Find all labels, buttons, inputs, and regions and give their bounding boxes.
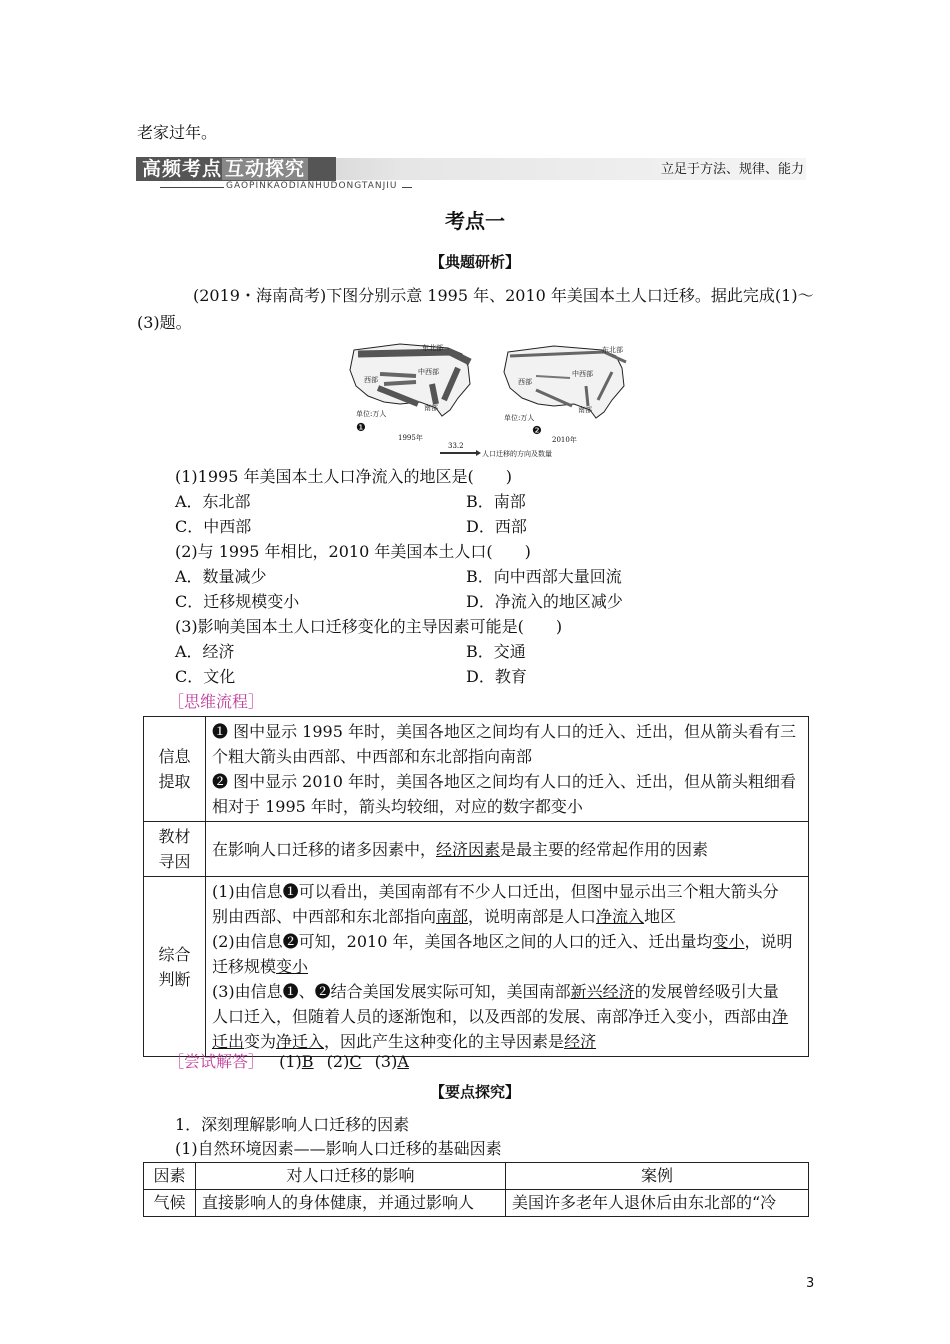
factor-header-effect: 对人口迁移的影响 [196,1163,506,1190]
arrow-1995-b [384,382,416,384]
map-unit-2: 单位:万人 [504,414,535,422]
map-label-west-2: 西部 [518,378,532,386]
question-intro-line2: (3)题。 [137,313,192,332]
flow-label: ［思维流程］ [168,692,265,711]
answer-label: ［尝试解答］ [168,1052,265,1071]
flow-row3-line5: (3)由信息❶、❷结合美国发展实际可知，美国南部新兴经济的发展曾经吸引大量 [212,982,779,1001]
banner-right-text: 立足于方法、规律、能力 [660,162,804,177]
map-badge-2: ❷ [532,424,542,437]
factor-header-factor: 因素 [144,1163,196,1190]
q2-option-a: A．数量减少 [175,567,267,586]
factor-cell-climate: 气候 [144,1190,196,1217]
factor-cell-case: 美国许多老年人退休后由东北部的“冷 [506,1190,809,1217]
flow-row3-line1: (1)由信息❶可以看出，美国南部有不少人口迁出，但图中显示出三个粗大箭头分 [212,882,779,901]
thinking-flow-table [143,716,809,1057]
flow-row2-keyword: 经济因素 [436,839,501,859]
map-unit-1: 单位:万人 [356,410,387,418]
flow-row1-line4: 相对于 1995 年时，箭头均较细，对应的数字都变小 [212,797,583,816]
q1-option-a: A．东北部 [175,492,251,511]
section-title: 考点一 [445,209,505,233]
arrow-2010-c [586,386,588,406]
q3-option-c: C．文化 [175,667,236,686]
factor-header-case: 案例 [506,1163,809,1190]
answer-3: A [397,1052,409,1071]
q2-stem: (2)与 1995 年相比，2010 年美国本土人口( ) [175,542,531,561]
flow-row1-line2: 个粗大箭头由西部、中西部和东北部指向南部 [212,747,533,766]
q3-option-b: B．交通 [466,642,526,661]
flow-row1-line1: ❶ 图中显示 1995 年时，美国各地区之间均有人口的迁入、迁出，但从箭头看有三 [212,722,796,741]
map-label-west-1: 西部 [364,376,378,384]
point-1: 1．深刻理解影响人口迁移的因素 [175,1115,410,1134]
flow-row3-line4: 迁移规模变小 [212,957,309,976]
answer-2: C [349,1052,362,1071]
factor-table [143,1162,809,1217]
map-label-midwest-1: 中西部 [418,368,439,376]
point-1-1: (1)自然环境因素——影响人口迁移的基础因素 [175,1139,502,1158]
factor-cell-effect: 直接影响人的身体健康，并通过影响人 [196,1190,506,1217]
flow-row2-content: 在影响人口迁移的诸多因素中，经济因素是最主要的经常起作用的因素 [206,822,809,877]
banner-title [136,157,336,181]
map-badge-1: ❶ [356,421,366,434]
map-label-south-1: 南部 [424,404,438,412]
flow-row1-line3: ❷ 图中显示 2010 年时，美国各地区之间均有人口的迁入、迁出，但从箭头粗细看 [212,772,796,791]
q1-stem: (1)1995 年美国本土人口净流入的地区是( ) [175,467,512,486]
q3-stem: (3)影响美国本土人口迁移变化的主导因素可能是( ) [175,617,563,636]
map-label-northeast-2: 东北部 [602,346,623,354]
banner-title-a: 高频考点 [142,158,223,180]
arrow-1995-d [432,384,436,404]
q1-option-d: D．西部 [466,517,527,536]
flow-row3-line7: 迁出变为净迁入，因此产生这种变化的主导因素是经济 [212,1032,597,1051]
q2-option-d: D．净流入的地区减少 [466,592,623,611]
map-year-1995: 1995年 [398,434,423,442]
legend-text: 人口迁移的方向及数量 [482,450,552,458]
flow-row3-line3: (2)由信息❷可知，2010 年，美国各地区之间的人口的迁入、迁出量均变小，说明 [212,932,793,951]
migration-maps [340,338,650,460]
flow-row1-label: 信息 提取 [144,717,206,822]
answer-line: ［尝试解答］ (1)B (2)C (3)A [168,1052,409,1071]
flow-row3-line2: 别由西部、中西部和东北部指向南部，说明南部是人口净流入地区 [212,907,677,926]
legend-value: 33.2 [448,442,464,450]
map-label-midwest-2: 中西部 [572,370,593,378]
q1-option-b: B．南部 [466,492,526,511]
q2-option-c: C．迁移规模变小 [175,592,300,611]
q2-option-b: B．向中西部大量回流 [466,567,622,586]
banner-title-b: 互动探究 [222,158,308,180]
banner-pinyin: GAOPINKAODIANHUDONGTANJIU [226,181,398,191]
map-label-northeast-1: 东北部 [422,344,443,352]
answer-1: B [301,1052,314,1071]
flow-row3-label: 综合 判断 [144,877,206,1057]
flow-row3-content [206,877,809,1057]
question-intro-line1: (2019・海南高考)下图分别示意 1995 年、2010 年美国本土人口迁移。据此完成(1)～ [193,286,814,305]
banner-divider-right [402,187,412,188]
q1-option-c: C．中西部 [175,517,252,536]
legend-arrow-head [476,450,481,456]
intro-line: 老家过年。 [137,123,218,142]
q3-option-d: D．教育 [466,667,527,686]
arrow-1995-a [380,374,416,376]
flow-row3-line6: 人口迁入，但随着人员的逐渐饱和，以及西部的发展、南部净迁入变小，西部由净 [212,1007,789,1026]
map-year-2010: 2010年 [552,436,577,444]
banner-divider [160,187,224,188]
flow-row1-content [206,717,809,822]
subhead-example: 【典题研析】 [429,253,520,271]
q3-option-a: A．经济 [175,642,235,661]
map-label-south-2: 南部 [578,406,592,414]
page-number: 3 [806,1276,815,1291]
flow-row2-label: 教材 寻因 [144,822,206,877]
subhead-key-points: 【要点探究】 [429,1083,520,1101]
